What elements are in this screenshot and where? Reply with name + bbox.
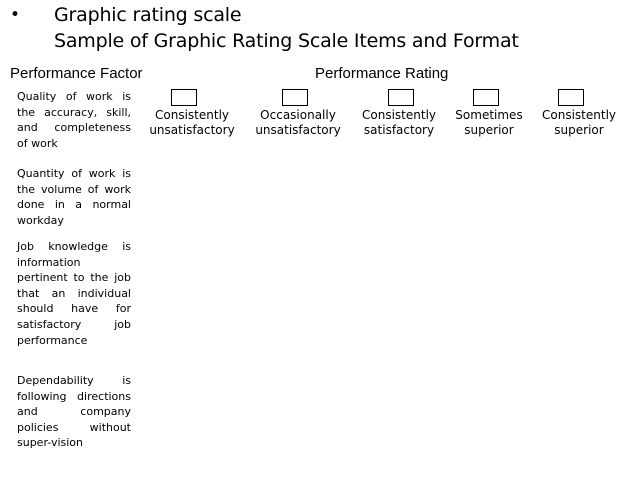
page-title: Graphic rating scale	[54, 4, 242, 26]
bullet-point: •	[10, 5, 21, 25]
performance-rating-header: Performance Rating	[315, 65, 449, 82]
performance-factor-header: Performance Factor	[10, 65, 143, 82]
rating-label-occasionally-unsatisfactory	[248, 108, 348, 138]
rating-label-line2: superior	[464, 123, 514, 137]
rating-checkbox-occasionally-unsatisfactory[interactable]	[282, 89, 308, 106]
rating-label-sometimes-superior	[439, 108, 539, 138]
rating-checkbox-sometimes-superior[interactable]	[473, 89, 499, 106]
rating-checkbox-consistently-satisfactory[interactable]	[388, 89, 414, 106]
rating-label-consistently-satisfactory	[349, 108, 449, 138]
factor-quantity-of-work: Quantity of work is the volume of work done in a normal workday	[17, 167, 131, 227]
rating-label-line1: Consistently	[362, 108, 436, 122]
page-subtitle: Sample of Graphic Rating Scale Items and Format	[54, 30, 519, 52]
rating-label-line2: satisfactory	[363, 123, 435, 137]
rating-label-consistently-superior	[529, 108, 629, 138]
factor-dependability: Dependability is following directions and company policies without super-vision	[17, 374, 131, 450]
rating-label-consistently-unsatisfactory	[142, 108, 242, 138]
rating-label-line1: Consistently	[542, 108, 616, 122]
rating-label-line2: unsatisfactory	[255, 123, 341, 137]
rating-label-line2: unsatisfactory	[149, 123, 235, 137]
factor-job-knowledge: Job knowledge is information pertinent to the job that an individual should have for satisfactory job performance	[17, 240, 131, 347]
factor-quality-of-work: Quality of work is the accuracy, skill, and completeness of work	[17, 90, 131, 150]
rating-label-line2: superior	[554, 123, 604, 137]
rating-label-line1: Sometimes	[455, 108, 523, 122]
rating-label-line1: Occasionally	[260, 108, 336, 122]
rating-checkbox-consistently-unsatisfactory[interactable]	[171, 89, 197, 106]
rating-checkbox-consistently-superior[interactable]	[558, 89, 584, 106]
rating-label-line1: Consistently	[155, 108, 229, 122]
